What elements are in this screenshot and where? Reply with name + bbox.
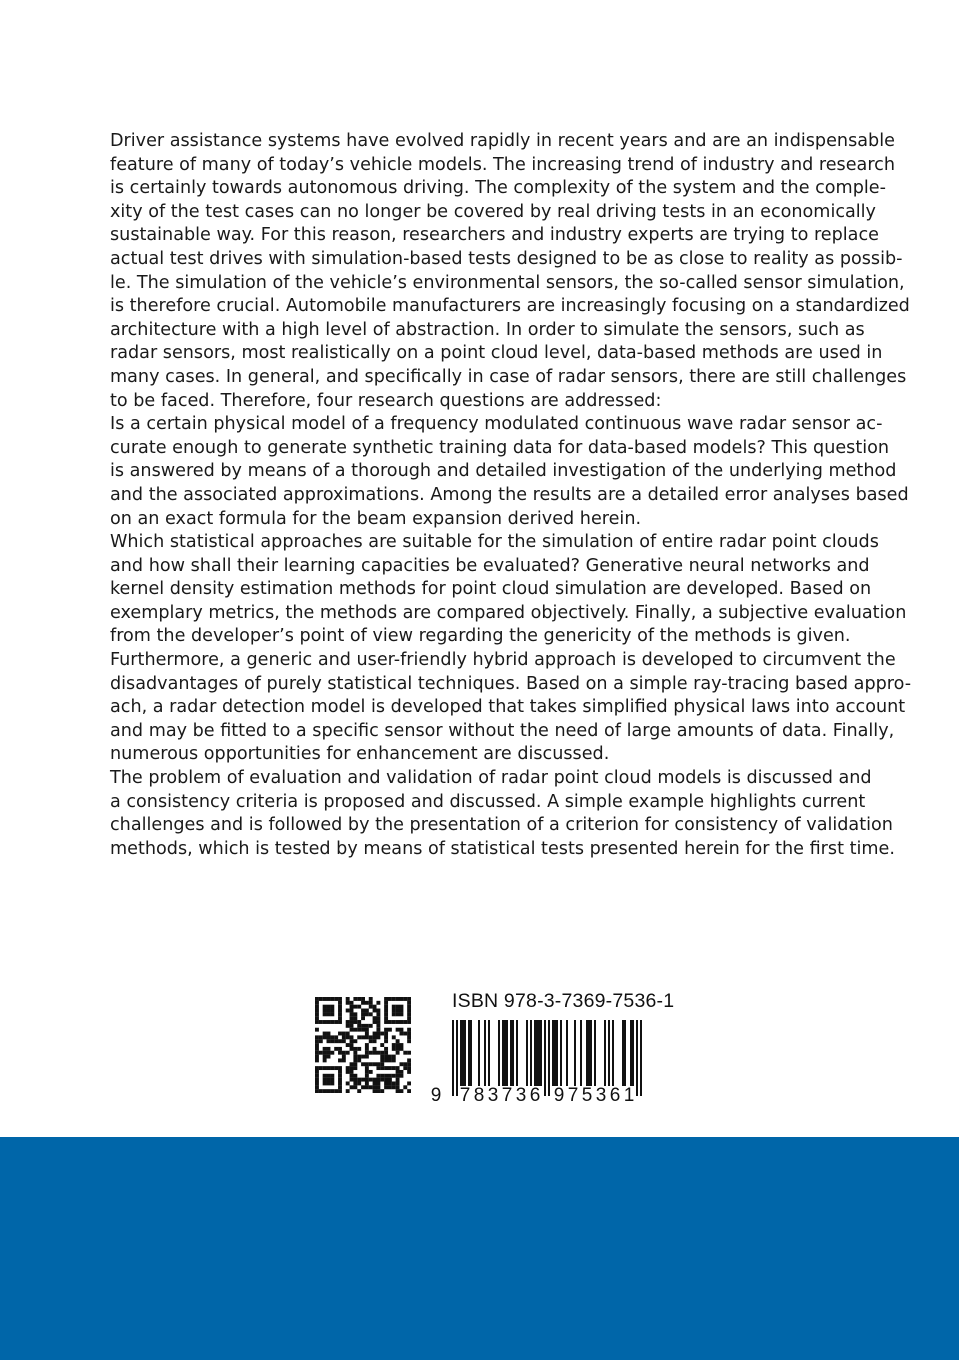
- barcode-bar: [640, 1020, 642, 1096]
- text-line: curate enough to generate synthetic training data for data-based models? This question: [110, 437, 890, 458]
- barcode-bar: [512, 1020, 514, 1086]
- barcode-bar: [594, 1020, 596, 1086]
- barcode-digit: 3: [595, 1085, 607, 1102]
- barcode-bar: [504, 1020, 506, 1086]
- barcode-bar: [612, 1020, 614, 1086]
- barcode-bar: [452, 1020, 454, 1096]
- qr-code: [315, 997, 411, 1093]
- text-line: xity of the test cases can no longer be covered by real driving tests in an economically: [110, 201, 876, 222]
- barcode-digit: 7: [501, 1085, 513, 1102]
- text-line: disadvantages of purely statistical techniques. Based on a simple ray-tracing based appro-: [110, 673, 912, 694]
- barcode-digit: 7: [567, 1085, 579, 1102]
- text-line: is answered by means of a thorough and detailed investigation of the underlying method: [110, 461, 897, 482]
- barcode-bar: [560, 1020, 562, 1086]
- barcode-bar: [540, 1020, 542, 1086]
- text-line: Driver assistance systems have evolved rapidly in recent years and are an indispensable: [110, 131, 895, 151]
- barcode-bar: [464, 1020, 466, 1086]
- barcode-bar: [536, 1020, 538, 1086]
- text-line: The problem of evaluation and validation of radar point cloud models is discussed and: [110, 768, 872, 789]
- barcode-bar: [548, 1020, 550, 1096]
- barcode-bar: [516, 1020, 518, 1086]
- barcode-digit: 3: [487, 1085, 499, 1102]
- text-line: feature of many of today’s vehicle models. The increasing trend of industry and research: [110, 154, 895, 175]
- back-cover-blurb: [110, 130, 912, 861]
- text-line: sustainable way. For this reason, researchers and industry experts are trying to replace: [110, 225, 879, 246]
- barcode-bar: [478, 1020, 480, 1086]
- barcode-bar: [632, 1020, 634, 1086]
- text-line: many cases. In general, and specifically in case of radar sensors, there are still challenges: [110, 366, 907, 387]
- barcode-bar: [588, 1020, 590, 1086]
- text-line: is therefore crucial. Automobile manufacturers are increasingly focusing on a standardized: [110, 296, 910, 317]
- text-line: Furthermore, a generic and user-friendly hybrid approach is developed to circumvent the: [110, 650, 896, 671]
- text-line: radar sensors, most realistically on a point cloud level, data-based methods are used in: [110, 343, 883, 364]
- barcode-bar: [468, 1020, 470, 1086]
- barcode-bar: [460, 1020, 462, 1086]
- barcode-bar: [538, 1020, 540, 1086]
- barcode-bar: [580, 1020, 582, 1086]
- barcode-bar: [590, 1020, 592, 1086]
- barcode-digit: 5: [581, 1085, 593, 1102]
- barcode-bar: [630, 1020, 632, 1086]
- text-line: Is a certain physical model of a frequency modulated continuous wave radar sensor ac-: [110, 414, 883, 435]
- barcode-bar: [470, 1020, 472, 1086]
- text-line: numerous opportunities for enhancement are discussed.: [110, 744, 610, 765]
- barcode-bar: [488, 1020, 490, 1086]
- isbn-barcode: [428, 1020, 658, 1102]
- barcode-bar: [502, 1020, 504, 1086]
- text-line: to be faced. Therefore, four research questions are addressed:: [110, 390, 662, 411]
- barcode-bar: [530, 1020, 532, 1086]
- barcode-bar: [462, 1020, 464, 1086]
- barcode-bar: [636, 1020, 638, 1096]
- barcode-digit: 3: [515, 1085, 527, 1102]
- barcode-digit: 6: [609, 1085, 621, 1102]
- barcode-bar: [608, 1020, 610, 1086]
- barcode-bar: [574, 1020, 576, 1086]
- barcode-bar: [586, 1020, 588, 1086]
- barcode-bar: [510, 1020, 512, 1086]
- isbn-label: ISBN 978-3-7369-7536-1: [452, 990, 675, 1012]
- text-line: from the developer’s point of view regarding the genericity of the methods is given.: [110, 626, 851, 647]
- barcode-digit: 7: [459, 1085, 471, 1102]
- barcode-bar: [554, 1020, 556, 1086]
- text-line: Which statistical approaches are suitable for the simulation of entire radar point clouds: [110, 532, 879, 553]
- barcode-bar: [456, 1020, 458, 1096]
- text-line: le. The simulation of the vehicle’s environmental sensors, the so-called sensor simulation,: [110, 272, 905, 293]
- barcode-bar: [544, 1020, 546, 1096]
- barcode-bar: [622, 1020, 624, 1086]
- text-line: architecture with a high level of abstraction. In order to simulate the sensors, such as: [110, 319, 865, 340]
- text-line: exemplary metrics, the methods are compared objectively. Finally, a subjective evaluation: [110, 602, 907, 623]
- text-line: a consistency criteria is proposed and discussed. A simple example highlights current: [110, 791, 866, 812]
- text-line: challenges and is followed by the presentation of a criterion for consistency of validation: [110, 815, 893, 836]
- text-line: ach, a radar detection model is developed that takes simplified physical laws into account: [110, 697, 906, 718]
- barcode-bar: [534, 1020, 536, 1086]
- barcode-bar: [604, 1020, 606, 1086]
- text-line: and the associated approximations. Among the results are a detailed error analyses based: [110, 484, 909, 505]
- barcode-digit: 9: [553, 1085, 565, 1102]
- barcode-digit: 8: [473, 1085, 485, 1102]
- text-line: on an exact formula for the beam expansion derived herein.: [110, 508, 642, 529]
- text-line: is certainly towards autonomous driving. The complexity of the system and the comple-: [110, 178, 886, 199]
- barcode-bar: [506, 1020, 508, 1086]
- barcode-bar: [566, 1020, 568, 1086]
- barcode-digit: 6: [529, 1085, 541, 1102]
- blue-footer-band: [0, 1137, 959, 1360]
- barcode-bar: [498, 1020, 500, 1086]
- text-line: kernel density estimation methods for point cloud simulation are developed. Based on: [110, 579, 872, 600]
- barcode-bar: [552, 1020, 554, 1086]
- barcode-digit: 9: [430, 1085, 442, 1102]
- barcode-digit: 1: [623, 1085, 635, 1102]
- barcode-bar: [624, 1020, 626, 1086]
- text-line: and may be fitted to a specific sensor without the need of large amounts of data. Finally,: [110, 720, 895, 741]
- barcode-bar: [526, 1020, 528, 1086]
- barcode-bar: [484, 1020, 486, 1086]
- text-line: actual test drives with simulation-based tests designed to be as close to reality as possib-: [110, 248, 903, 269]
- barcode-bar: [556, 1020, 558, 1086]
- text-line: methods, which is tested by means of statistical tests presented herein for the first time.: [110, 838, 895, 859]
- text-line: and how shall their learning capacities be evaluated? Generative neural networks and: [110, 555, 870, 576]
